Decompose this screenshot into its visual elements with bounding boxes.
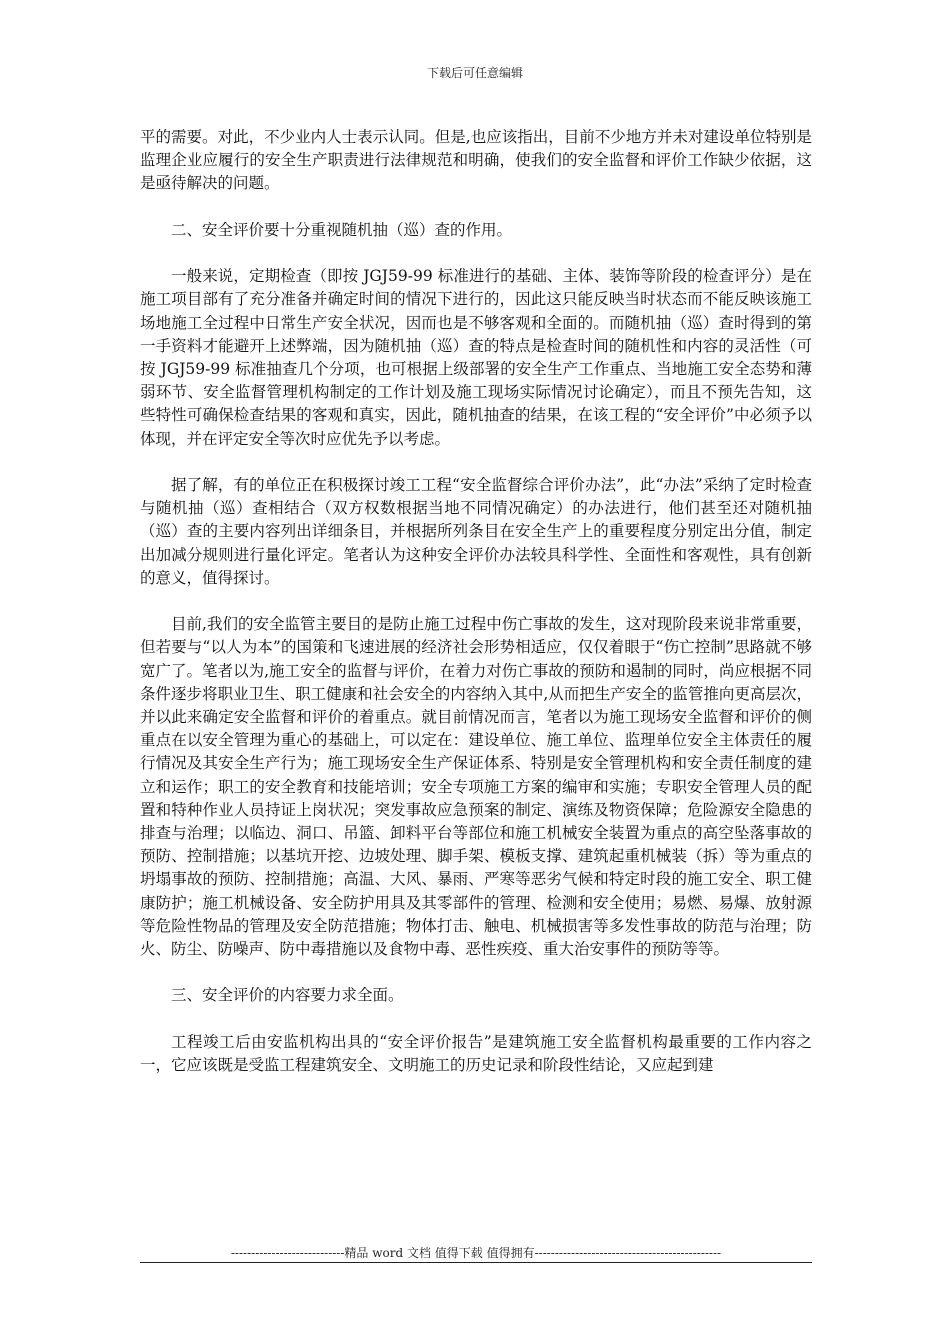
section-heading-2: 二、安全评价要十分重视随机抽（巡）查的作用。 xyxy=(171,220,513,239)
paragraph-supervision-focus: 目前,我们的安全监管主要目的是防止施工过程中伤亡事故的发生，这对现阶段来说非常重要，但若要与“以人为本”的国策和飞速进展的经济社会形势相适应，仅仅着眼于“伤亡控制”思路就不够宽广了。笔者以为,施工安全的监督与评价，在着力对伤亡事故的预防和遏制的同时，尚应根据不同条件逐步将职业卫生、职工健康和社会安全的内容纳入其中,从而把生产安全的监管推向更高层次，并以此来确定安全监督和评价的着重点。就目前情况而言，笔者以为施工现场安全监督和评价的侧重点在以安全管理为重心的基础上，可以定在：建设单位、施工单位、监理单位安全主体责任的履行情况及其安全生产行为；施工现场安全生产保证体系、特别是安全管理机构和安全责任制度的建立和运作；职工的安全教育和技能培训；安全专项施工方案的编审和实施；专职安全管理人员的配置和特种作业人员持证上岗状况；突发事故应急预案的制定、演练及物资保障；危险源安全隐患的排查与治理；以临边、洞口、吊篮、卸料平台等部位和施工机械安全装置为重点的高空坠落事故的预防、控制措施；以基坑开挖、边坡处理、脚手架、模板支撑、建筑起重机械装（拆）等为重点的坍塌事故的预防、控制措施；高温、大风、暴雨、严寒等恶劣气候和特定时段的施工安全、职工健康防护；施工机械设备、安全防护用具及其零部件的管理、检测和安全使用；易燃、易爆、放射源等危险性物品的管理及安全防范措施；物体打击、触电、机械损害等多发性事故的防范与治理；防火、防尘、防噪声、防中毒措施以及食物中毒、恶性疾疫、重大治安事件的预防等等。 xyxy=(140,615,812,959)
section-heading-3: 三、安全评价的内容要力求全面。 xyxy=(171,986,404,1005)
page-footer: ----------------------------精品 word 文档 值得下载 值得拥有---------------------------------------------- xyxy=(230,1246,722,1260)
paragraph-random-inspection: 一般来说，定期检查（即按 JGJ59-99 标准进行的基础、主体、装饰等阶段的检查评分）是在施工项目部有了充分准备并确定时间的情况下进行的，因此这只能反映当时状态而不能反映该施工场地施工全过程中日常生产安全状况，因而也是不够客观和全面的。而随机抽（巡）查时得到的第一手资料才能避开上述弊端，因为随机抽（巡）查的特点是检查时间的随机性和内容的灵活性（可按 JGJ59-99 标准抽查几个分项，也可根据上级部署的安全生产工作重点、当地施工安全态势和薄弱环节、安全监督管理机构制定的工作计划及施工现场实际情况讨论确定），而且不预先告知，这些特性可确保检查结果的客观和真实，因此，随机抽查的结果，在该工程的“安全评价”中必须予以体现，并在评定安全等次时应优先予以考虑。 xyxy=(140,267,812,448)
paragraph-continuation: 平的需要。对此，不少业内人士表示认同。但是,也应该指出，目前不少地方并未对建设单位特别是监理企业应履行的安全生产职责进行法律规范和明确，使我们的安全监督和评价工作缺少依据，这是亟待解决的问题。 xyxy=(140,128,812,193)
paragraph-evaluation-report: 工程竣工后由安监机构出具的“安全评价报告”是建筑施工安全监督机构最重要的工作内容之一，它应该既是受监工程建筑安全、文明施工的历史记录和阶段性结论，又应起到建 xyxy=(140,1032,812,1075)
page-header: 下载后可任意编辑 xyxy=(426,66,523,80)
footer-divider xyxy=(140,1262,812,1263)
document-body xyxy=(140,126,812,1100)
paragraph-evaluation-method: 据了解，有的单位正在积极探讨竣工工程“安全监督综合评价办法”，此“办法”采纳了定时检查与随机抽（巡）查相结合（双方权数根据当地不同情况确定）的办法进行，他们甚至还对随机抽（巡）查的主要内容列出详细条目，并根据所列条目在安全生产上的重要程度分别定出分值，制定出加减分规则进行量化评定。笔者认为这种安全评价办法较具科学性、全面性和客观性，具有创新的意义，值得探讨。 xyxy=(140,476,812,587)
